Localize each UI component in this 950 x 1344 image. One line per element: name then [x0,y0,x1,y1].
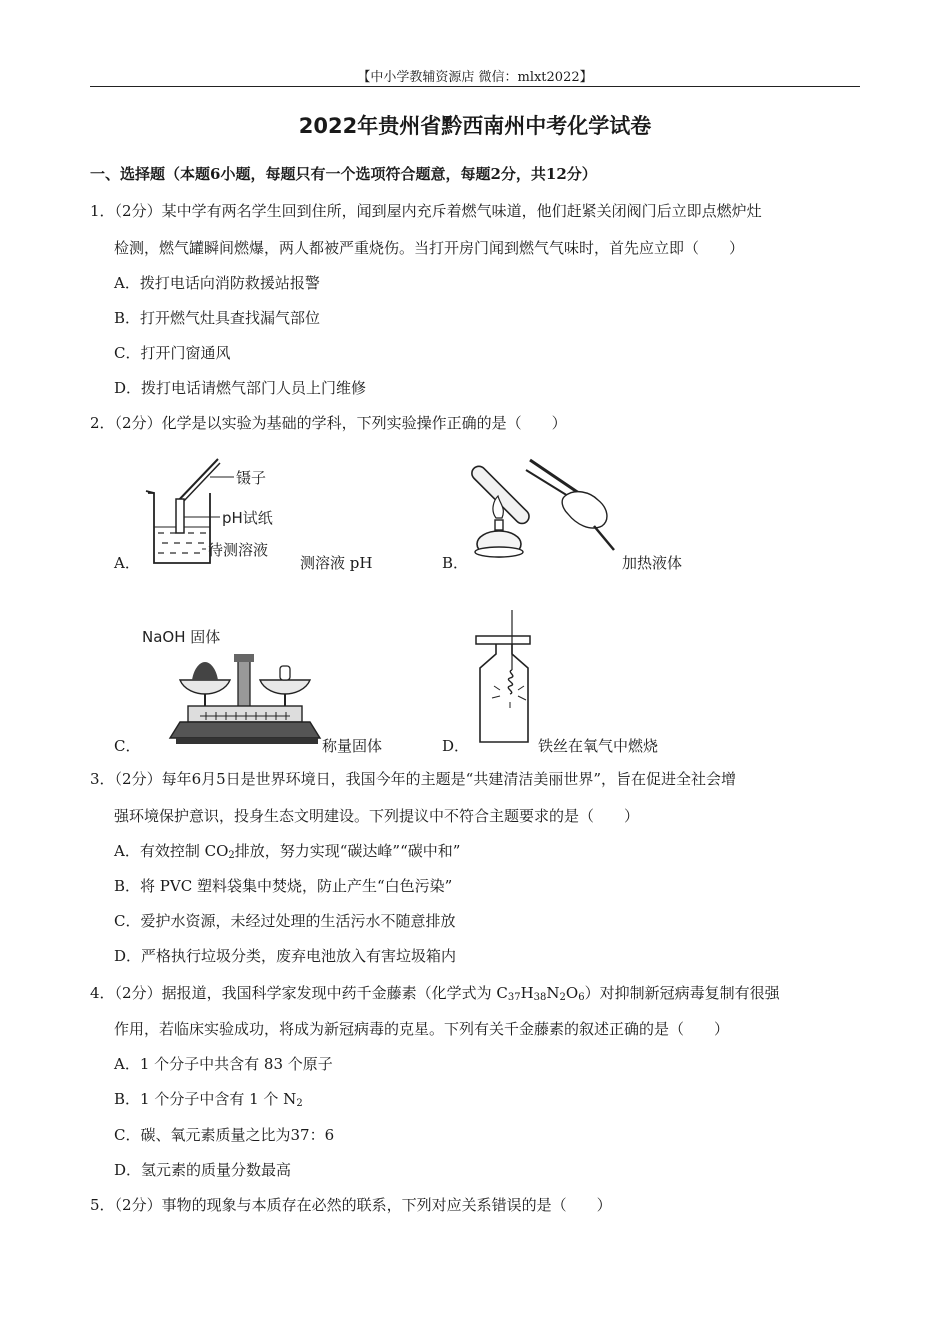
q4-line2: 作用，若临床实验成功，将成为新冠病毒的克星。下列有关千金藤素的叙述正确的是（ ） [114,1020,730,1038]
tweezers-label: 镊子 [236,469,267,487]
q4-option-a: A．1 个分子中共含有 83 个原子 [114,1055,333,1073]
iron-wire-figure [470,606,540,746]
q1-option-c: C．打开门窗通风 [114,344,231,362]
q3-option-c: C．爱护水资源，未经过处理的生活污水不随意排放 [114,912,456,930]
q2-option-a-label: A． [114,554,140,572]
header-divider [90,86,860,87]
q2-option-c-caption: 称量固体 [322,737,383,755]
test-solution-label: 待测溶液 [208,541,269,559]
page-header: 【中小学教辅资源店 微信：mlxt2022】 [357,70,593,85]
q1-option-b: B．打开燃气灶具查找漏气部位 [114,309,321,327]
q4-line1: 4．（2分）据报道，我国科学家发现中药千金藤素（化学式为 $C_{37}H_{38}N_2O_6$）对抑制新冠病毒复制有很强 [90,984,780,1003]
heating-liquid-figure [470,448,620,563]
q2-option-d-caption: 铁丝在氧气中燃烧 [538,737,659,755]
q1-line2: 检测，燃气罐瞬间燃爆，两人都被严重烧伤。当打开房门闻到燃气气味时，首先应立即（ ） [114,239,745,257]
q5-line1: 5．（2分）事物的现象与本质存在必然的联系，下列对应关系错误的是（ ） [90,1196,612,1214]
q4-option-d: D．氢元素的质量分数最高 [114,1161,292,1179]
q2-option-d-label: D． [442,737,470,755]
page-title: 2022年贵州省黔西南州中考化学试卷 [298,114,652,138]
q2-option-c-label: C． [114,737,141,755]
q4-option-b: B．1 个分子中含有 1 个 $N_2$ [114,1090,303,1109]
section-heading: 一、选择题（本题6小题，每题只有一个选项符合题意，每题2分，共12分） [90,165,597,183]
q2-option-a-caption: 测溶液 pH [300,554,373,572]
naoh-label: NaOH 固体 [142,628,221,646]
q1-line1: 1．（2分）某中学有两名学生回到住所，闻到屋内充斥着燃气味道，他们赶紧关闭阀门后立即点燃炉灶 [90,202,762,220]
q3-option-a: A．有效控制 $CO_2$排放，努力实现“碳达峰”“碳中和” [114,842,461,861]
ph-test-figure [140,455,300,570]
q3-line2: 强环境保护意识，投身生态文明建设。下列提议中不符合主题要求的是（ ） [114,807,640,825]
q1-option-d: D．拨打电话请燃气部门人员上门维修 [114,379,367,397]
balance-figure [140,622,325,747]
q3-option-d: D．严格执行垃圾分类，废弃电池放入有害垃圾箱内 [114,947,457,965]
q2-line1: 2．（2分）化学是以实验为基础的学科，下列实验操作正确的是（ ） [90,414,567,432]
q2-option-b-caption: 加热液体 [622,554,683,572]
ph-paper-label: pH试纸 [222,509,273,527]
q4-option-c: C．碳、氧元素质量之比为37：6 [114,1126,335,1144]
q3-line1: 3．（2分）每年6月5日是世界环境日，我国今年的主题是“共建清洁美丽世界”，旨在促进全社会增 [90,770,737,788]
q3-option-b: B．将 PVC 塑料袋集中焚烧，防止产生“白色污染” [114,877,453,895]
q2-option-b-label: B． [442,554,469,572]
q1-option-a: A．拨打电话向消防救援站报警 [114,274,320,292]
